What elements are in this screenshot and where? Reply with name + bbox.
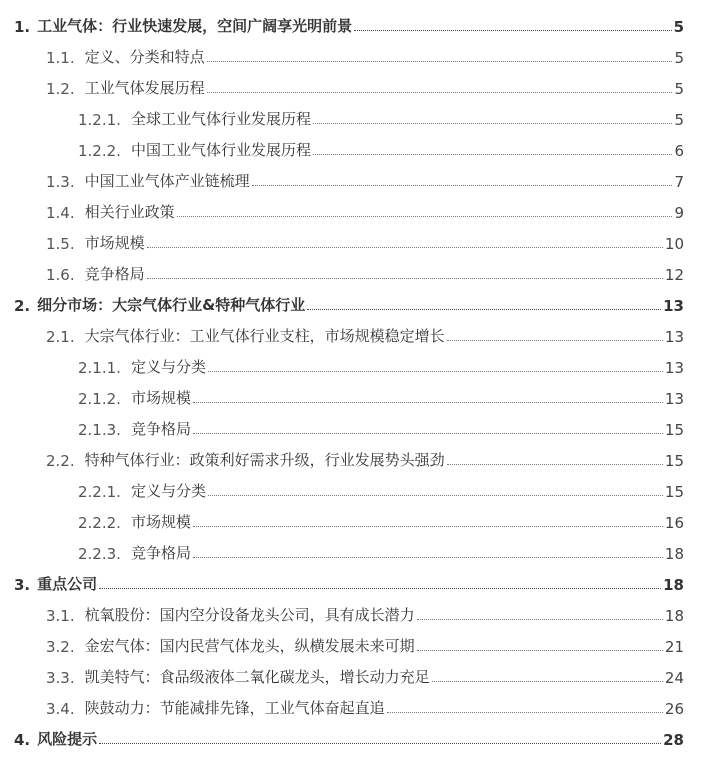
toc-dot-leader [432, 681, 663, 682]
toc-entry-title: 中国工业气体行业发展历程 [130, 141, 311, 159]
toc-entry-page-number: 18 [663, 576, 684, 594]
toc-dot-leader [193, 526, 663, 527]
toc-entry[interactable] [78, 539, 684, 563]
toc-dot-leader [313, 123, 673, 124]
toc-entry-page-number: 5 [673, 18, 684, 36]
toc-entry[interactable] [46, 229, 684, 253]
toc-entry[interactable] [78, 384, 684, 408]
toc-entry-title: 金宏气体：国内民营气体龙头，纵横发展未来可期 [84, 637, 415, 655]
toc-entry-number: 3.2. [46, 638, 75, 656]
toc-entry-number: 1.5. [46, 235, 75, 253]
toc-entry-number: 3.4. [46, 700, 75, 718]
toc-entry-page-number: 5 [674, 111, 684, 129]
toc-entry-page-number: 21 [664, 638, 684, 656]
toc-entry-number: 2.1.1. [78, 359, 121, 377]
toc-entry[interactable] [46, 694, 684, 718]
toc-entry[interactable] [46, 601, 684, 625]
toc-dot-leader [447, 340, 663, 341]
toc-entry-page-number: 13 [663, 297, 684, 315]
toc-entry[interactable] [78, 508, 684, 532]
toc-entry-page-number: 15 [664, 483, 684, 501]
toc-dot-leader [177, 216, 673, 217]
toc-entry[interactable] [46, 198, 684, 222]
toc-entry-number: 2.2.3. [78, 545, 121, 563]
toc-entry-title: 重点公司 [37, 575, 98, 593]
toc-entry[interactable] [46, 260, 684, 284]
toc-entry-title: 全球工业气体行业发展历程 [130, 110, 311, 128]
toc-entry-number: 3.3. [46, 669, 75, 687]
toc-entry-page-number: 5 [674, 49, 684, 67]
toc-entry-page-number: 15 [664, 452, 684, 470]
toc-entry[interactable] [14, 12, 684, 36]
toc-entry-page-number: 13 [664, 328, 684, 346]
toc-dot-leader [147, 278, 663, 279]
toc-entry[interactable] [46, 322, 684, 346]
toc-entry-number: 3.1. [46, 607, 75, 625]
toc-entry-number: 2.1.2. [78, 390, 121, 408]
toc-entry-title: 工业气体发展历程 [84, 79, 205, 97]
toc-entry-page-number: 13 [664, 390, 684, 408]
toc-entry-title: 风险提示 [37, 730, 98, 748]
toc-entry-number: 1.3. [46, 173, 75, 191]
toc-dot-leader [313, 154, 673, 155]
toc-dot-leader [354, 30, 671, 31]
toc-entry-page-number: 26 [664, 700, 684, 718]
toc-entry-number: 2.1. [46, 328, 75, 346]
toc-entry[interactable] [46, 632, 684, 656]
toc-dot-leader [99, 743, 661, 744]
toc-dot-leader [193, 557, 663, 558]
toc-entry-title: 市场规模 [130, 389, 191, 407]
toc-entry-title: 定义、分类和特点 [84, 48, 205, 66]
toc-dot-leader [207, 61, 673, 62]
toc-entry-title: 工业气体：行业快速发展，空间广阔享光明前景 [37, 17, 353, 35]
toc-entry-page-number: 6 [674, 142, 684, 160]
toc-entry-title: 市场规模 [84, 234, 145, 252]
toc-entry-title: 杭氧股份：国内空分设备龙头公司，具有成长潜力 [84, 606, 415, 624]
toc-entry-title: 大宗气体行业：工业气体行业支柱，市场规模稳定增长 [84, 327, 445, 345]
toc-entry-number: 2.1.3. [78, 421, 121, 439]
toc-entry-page-number: 28 [663, 731, 684, 749]
toc-dot-leader [208, 495, 663, 496]
toc-dot-leader [307, 309, 661, 310]
toc-entry-number: 2.2.1. [78, 483, 121, 501]
toc-entry[interactable] [78, 136, 684, 160]
toc-entry-page-number: 18 [664, 545, 684, 563]
toc-entry-title: 竞争格局 [130, 420, 191, 438]
toc-entry-number: 1.1. [46, 49, 75, 67]
toc-entry-title: 竞争格局 [84, 265, 145, 283]
toc-dot-leader [147, 247, 663, 248]
toc-dot-leader [208, 371, 663, 372]
toc-entry-number: 1.4. [46, 204, 75, 222]
toc-entry[interactable] [14, 725, 684, 749]
toc-entry[interactable] [78, 353, 684, 377]
toc-dot-leader [252, 185, 673, 186]
toc-entry-page-number: 10 [664, 235, 684, 253]
toc-entry-title: 凯美特气：食品级液体二氧化碳龙头，增长动力充足 [84, 668, 430, 686]
toc-entry-title: 相关行业政策 [84, 203, 175, 221]
toc-entry-page-number: 5 [674, 80, 684, 98]
toc-entry-title: 陕鼓动力：节能减排先锋，工业气体奋起直追 [84, 699, 385, 717]
toc-entry-page-number: 15 [664, 421, 684, 439]
toc-entry-title: 竞争格局 [130, 544, 191, 562]
toc-entry-title: 特种气体行业：政策利好需求升级，行业发展势头强劲 [84, 451, 445, 469]
toc-dot-leader [387, 712, 663, 713]
toc-entry[interactable] [46, 74, 684, 98]
toc-dot-leader [417, 650, 663, 651]
toc-entry-page-number: 24 [664, 669, 684, 687]
toc-entry[interactable] [78, 415, 684, 439]
toc-entry-title: 定义与分类 [130, 358, 206, 376]
toc-entry-page-number: 13 [664, 359, 684, 377]
toc-entry-number: 1.2.1. [78, 111, 121, 129]
toc-entry[interactable] [78, 105, 684, 129]
toc-entry-title: 市场规模 [130, 513, 191, 531]
toc-entry[interactable] [46, 43, 684, 67]
toc-entry-number: 1.6. [46, 266, 75, 284]
toc-entry-title: 细分市场：大宗气体行业&特种气体行业 [37, 296, 306, 314]
toc-entry-title: 中国工业气体产业链梳理 [84, 172, 250, 190]
toc-entry-page-number: 18 [664, 607, 684, 625]
toc-dot-leader [417, 619, 663, 620]
toc-entry[interactable] [46, 446, 684, 470]
toc-dot-leader [193, 402, 663, 403]
toc-entry-title: 定义与分类 [130, 482, 206, 500]
toc-dot-leader [207, 92, 673, 93]
toc-entry-number: 2.2.2. [78, 514, 121, 532]
toc-entry-number: 3. [14, 576, 31, 594]
toc-entry-page-number: 12 [664, 266, 684, 284]
toc-entry[interactable] [46, 167, 684, 191]
toc-dot-leader [99, 588, 661, 589]
toc-entry-number: 1.2.2. [78, 142, 121, 160]
toc-entry-number: 4. [14, 731, 31, 749]
toc-entry-page-number: 7 [674, 173, 684, 191]
toc-entry[interactable] [46, 663, 684, 687]
toc-entry-number: 1. [14, 18, 31, 36]
toc-entry-number: 2. [14, 297, 31, 315]
toc-entry[interactable] [14, 570, 684, 594]
toc-dot-leader [447, 464, 663, 465]
toc-entry-page-number: 16 [664, 514, 684, 532]
toc-entry-number: 1.2. [46, 80, 75, 98]
toc-entry[interactable] [78, 477, 684, 501]
toc-entry[interactable] [14, 291, 684, 315]
toc-entry-page-number: 9 [674, 204, 684, 222]
toc-dot-leader [193, 433, 663, 434]
toc-entry-number: 2.2. [46, 452, 75, 470]
